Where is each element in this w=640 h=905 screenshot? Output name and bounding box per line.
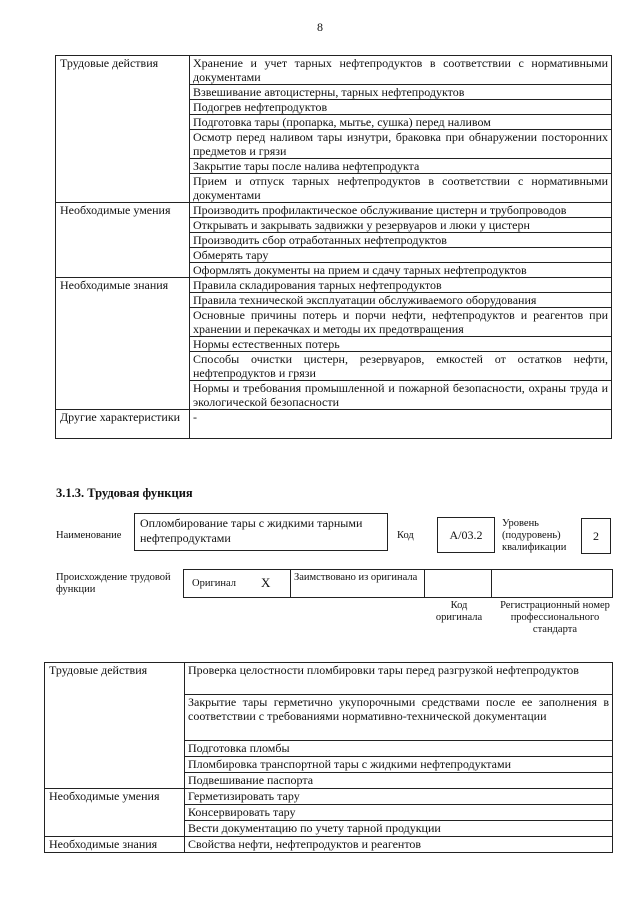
table-cell: Прием и отпуск тарных нефтепродуктов в соответствии с нормативными документами	[190, 174, 612, 203]
borrowed-label: Заимствовано из оригинала	[294, 572, 418, 583]
group-label-required-knowledge: Необходимые знания	[45, 837, 185, 853]
table-cell: Хранение и учет тарных нефтепродуктов в соответствии с нормативными документами	[190, 56, 612, 85]
table-cell: Свойства нефти, нефтепродуктов и реагентов	[185, 837, 613, 853]
code-caption: Код оригинала	[435, 600, 483, 623]
table-cell: Подогрев нефтепродуктов	[190, 100, 612, 115]
level-label: Уровень (подуровень) квалификации	[502, 518, 567, 553]
labor-function-table-1	[55, 55, 612, 439]
group-label-labor-actions: Трудовые действия	[56, 56, 190, 203]
table-row	[56, 278, 612, 293]
origin-label: Происхождение трудовой функции	[56, 572, 171, 595]
code-label: Код	[397, 530, 414, 541]
group-label-other-characteristics: Другие характеристики	[56, 410, 190, 439]
table-cell: Способы очистки цистерн, резервуаров, емкостей от остатков нефти, нефтепродуктов и грязи	[190, 352, 612, 381]
table-cell: Производить профилактическое обслуживание цистерн и трубопроводов	[190, 203, 612, 218]
code-value-box: A/03.2	[437, 517, 495, 553]
table-cell: -	[190, 410, 612, 439]
divider	[491, 569, 492, 597]
table-cell: Подвешивание паспорта	[185, 773, 613, 789]
table-cell: Герметизировать тару	[185, 789, 613, 805]
page-number: 8	[317, 20, 323, 34]
table-cell: Пломбировка транспортной тары с жидкими нефтепродуктами	[185, 757, 613, 773]
level-value-box: 2	[581, 518, 611, 554]
table-cell: Правила технической эксплуатации обслуживаемого оборудования	[190, 293, 612, 308]
table-cell: Нормы и требования промышленной и пожарной безопасности, охраны труда и экологической безопасности	[190, 381, 612, 410]
divider	[290, 569, 291, 597]
table-cell: Нормы естественных потерь	[190, 337, 612, 352]
table-row	[45, 663, 613, 695]
table-row	[56, 410, 612, 439]
table-cell: Открывать и закрывать задвижки у резервуаров и люки у цистерн	[190, 218, 612, 233]
group-label-required-skills: Необходимые умения	[45, 789, 185, 837]
labor-function-table-2	[44, 662, 613, 853]
table-cell: Вести документацию по учету тарной продукции	[185, 821, 613, 837]
table-cell: Осмотр перед наливом тары изнутри, браковка при обнаружении посторонних предметов и грязи	[190, 130, 612, 159]
table-cell: Консервировать тару	[185, 805, 613, 821]
function-name-box: Опломбирование тары с жидкими тарными нефтепродуктами	[134, 513, 388, 551]
table-cell: Закрытие тары после налива нефтепродукта	[190, 159, 612, 174]
section-title: 3.1.3. Трудовая функция	[56, 486, 193, 500]
table-cell: Взвешивание автоцистерны, тарных нефтепродуктов	[190, 85, 612, 100]
table-cell: Закрытие тары герметично укупорочными средствами после ее заполнения в соответствии с требованиями нормативно-технической документации	[185, 695, 613, 741]
group-label-required-knowledge: Необходимые знания	[56, 278, 190, 410]
table-cell: Основные причины потерь и порчи нефти, нефтепродуктов и реагентов при хранении и перекачках и методы их предотвращения	[190, 308, 612, 337]
table-cell: Правила складирования тарных нефтепродуктов	[190, 278, 612, 293]
group-label-required-skills: Необходимые умения	[56, 203, 190, 278]
group-label-labor-actions: Трудовые действия	[45, 663, 185, 789]
table-cell: Обмерять тару	[190, 248, 612, 263]
table-cell: Проверка целостности пломбировки тары перед разгрузкой нефтепродуктов	[185, 663, 613, 695]
table-cell: Подготовка тары (пропарка, мытье, сушка) перед наливом	[190, 115, 612, 130]
divider	[424, 569, 425, 597]
table-cell: Подготовка пломбы	[185, 741, 613, 757]
table-row	[56, 203, 612, 218]
table-cell: Производить сбор отработанных нефтепродуктов	[190, 233, 612, 248]
table-row	[45, 837, 613, 853]
name-label: Наименование	[56, 530, 122, 541]
registration-caption: Регистрационный номер профессионального стандарта	[500, 600, 610, 635]
table-row	[56, 56, 612, 85]
original-label: Оригинал	[192, 578, 236, 589]
table-row	[45, 789, 613, 805]
original-mark: X	[261, 575, 271, 590]
table-cell: Оформлять документы на прием и сдачу тарных нефтепродуктов	[190, 263, 612, 278]
